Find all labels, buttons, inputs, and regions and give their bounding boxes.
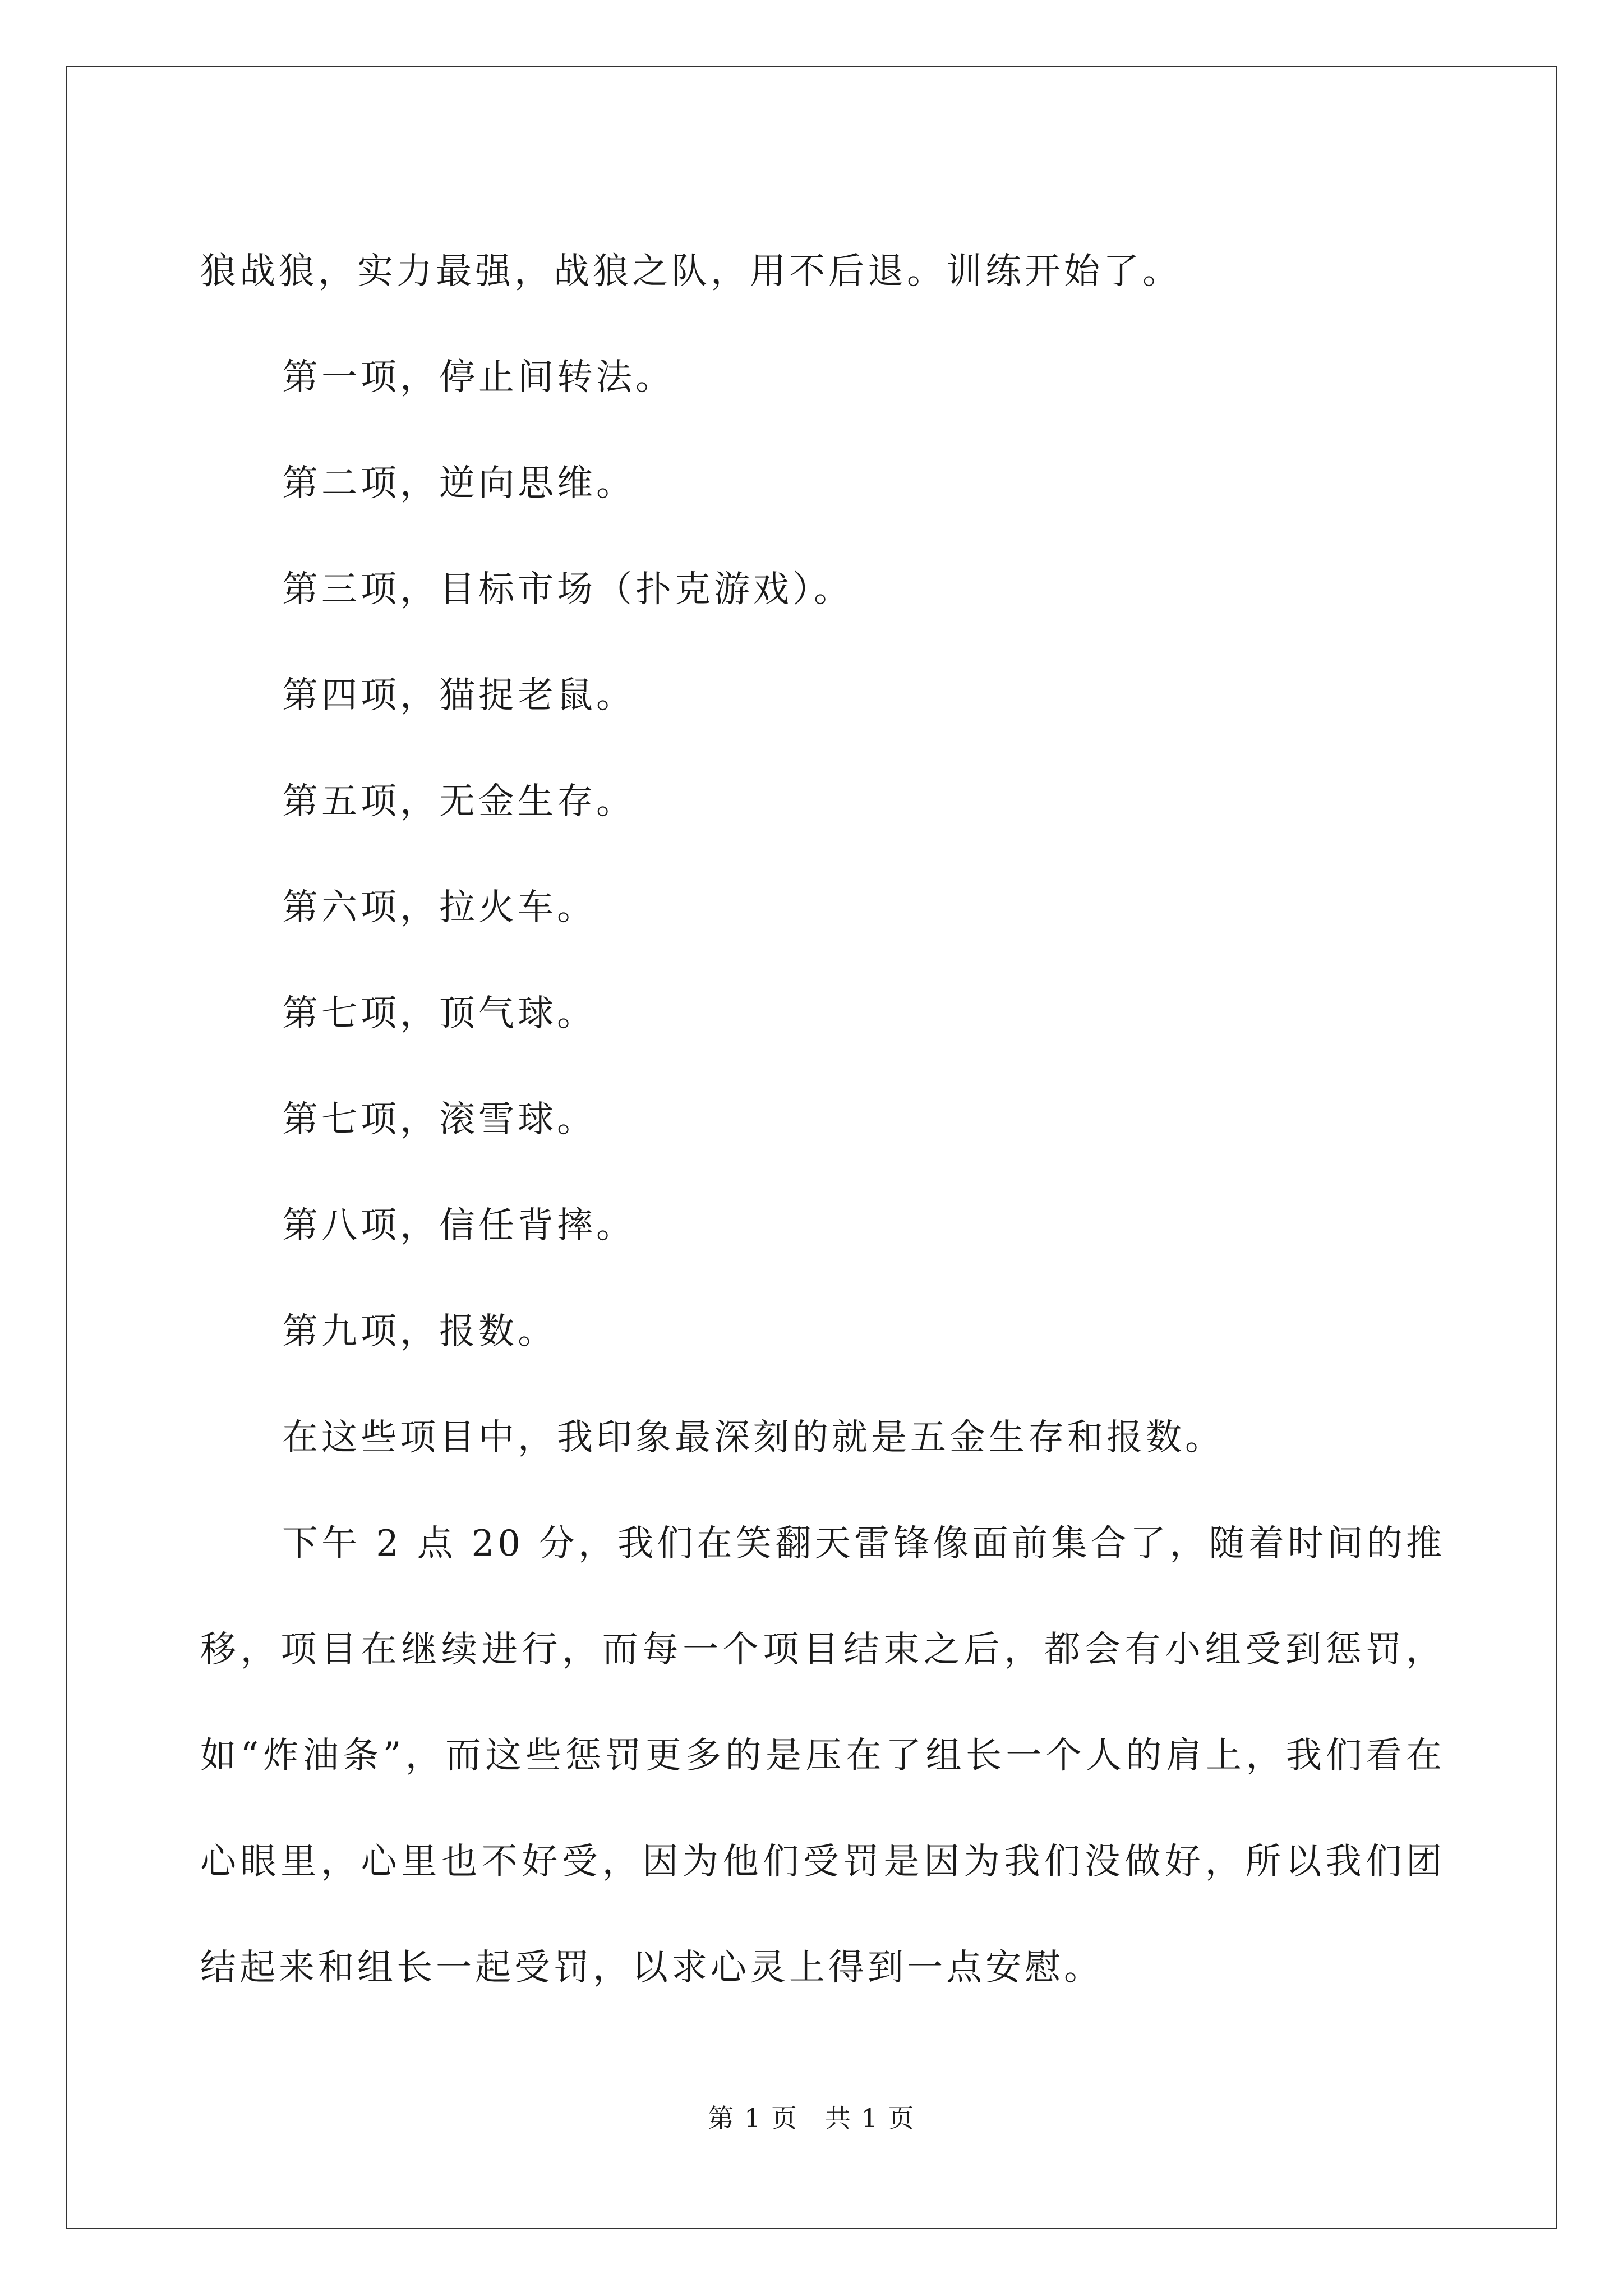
paragraph-4: 第三项，目标市场（扑克游戏）。 [282, 569, 853, 610]
page-footer: 第 1 页 共 1 页 [708, 2103, 915, 2133]
paragraph-11: 第九项，报数。 [282, 1311, 557, 1352]
paragraph-2: 第一项，停止间转法。 [282, 357, 675, 398]
document-body [200, 219, 1445, 2021]
paragraph-6: 第五项，无金生存。 [282, 781, 635, 822]
paragraph-5: 第四项，猫捉老鼠。 [282, 675, 635, 716]
paragraph-10: 第八项，信任背摔。 [282, 1205, 635, 1246]
paragraph-3: 第二项，逆向思维。 [282, 463, 635, 504]
paragraph-13: 下午 2 点 20 分，我们在笑翻天雷锋像面前集合了，随着时间的推移，项目在继续进行，而每一个项目结束之后，都会有小组受到惩罚，如“炸油条”，而这些惩罚更多的是压在了组长一个人的肩上，我们看在心眼里，心里也不好受，因为他们受罚是因为我们没做好，所以我们团结起来和组长一起受罚，以求心灵上得到一点安慰。 [200, 1523, 1445, 1989]
paragraph-7: 第六项，拉火车。 [282, 887, 596, 928]
paragraph-12: 在这些项目中，我印象最深刻的就是五金生存和报数。 [282, 1417, 1224, 1458]
paragraph-8: 第七项，顶气球。 [282, 993, 596, 1034]
paragraph-9: 第七项，滚雪球。 [282, 1099, 596, 1140]
paragraph-1: 狼战狼，实力最强，战狼之队，用不后退。训练开始了。 [200, 251, 1182, 292]
